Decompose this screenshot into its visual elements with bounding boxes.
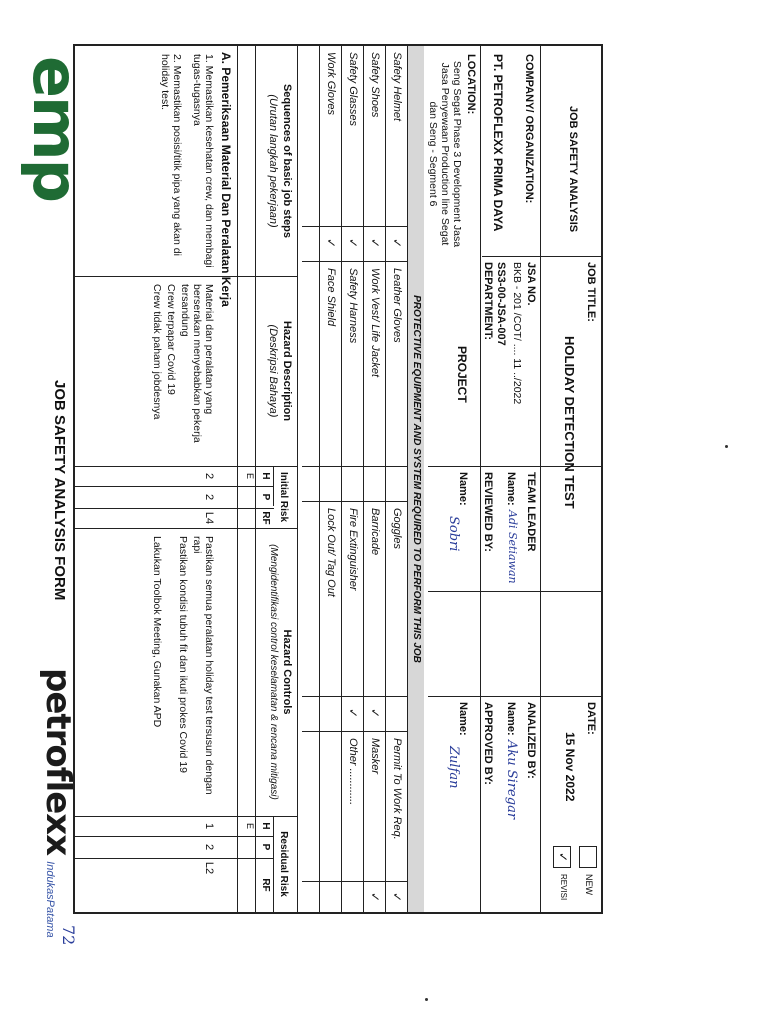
revisi-checkbox[interactable]: ✓	[553, 846, 571, 868]
col-divider	[75, 858, 274, 859]
ppe-check[interactable]: ✓	[346, 238, 360, 249]
residual-e-label: E	[245, 822, 255, 829]
scan-speck	[425, 998, 428, 1001]
residual-h-value: 1	[203, 822, 215, 830]
jsa-no-value: BKB - 201 /COT/ .... 11 ../2022	[511, 262, 523, 405]
form-title: JOB SAFETY ANALYSIS FORM	[51, 380, 68, 601]
row-divider	[319, 46, 320, 912]
revisi-label: REVISI	[559, 874, 568, 901]
initial-h-value: 2	[203, 472, 215, 480]
approved-signature: Zulfan	[446, 746, 461, 789]
controls-subheader: (Mengidentifikasi control keselamatan & rencana mitigasi)	[268, 544, 279, 800]
ppe-check[interactable]: ✓	[368, 892, 382, 903]
col-divider	[428, 591, 601, 592]
steps-subheader: (Urutan langkah pekerjaan)	[267, 94, 279, 228]
company-label: COMPANY/ ORGANIZATION:	[523, 54, 535, 204]
risk-rf-label: RF	[260, 511, 271, 525]
job-step: 2. Memastikan posisi/titik pipa yang akan di holiday test.	[159, 54, 183, 256]
col-divider	[302, 696, 408, 697]
emp-logo: emp	[19, 56, 92, 202]
col-divider	[75, 528, 298, 529]
jsa-label: JOB SAFETY ANALYSIS	[567, 106, 579, 233]
col-divider	[302, 261, 408, 262]
ppe-item: Work Vest/ Life Jacket	[369, 268, 381, 378]
logo-tagline: IndukasPatama	[44, 861, 56, 938]
analized-name-label: Name:	[505, 702, 517, 736]
risk-subheader-line	[273, 816, 274, 912]
col-divider	[302, 881, 408, 882]
team-leader-name: Adi Setiawan	[506, 510, 519, 584]
col-divider	[75, 486, 274, 487]
analized-label: ANALIZED BY:	[525, 702, 537, 779]
col-divider	[428, 696, 601, 697]
row-divider	[480, 46, 481, 912]
new-label: NEW	[584, 874, 594, 895]
department-label: DEPARTMENT:	[482, 262, 494, 341]
col-divider	[482, 256, 601, 257]
team-leader-label: TEAM LEADER	[525, 472, 537, 552]
scan-speck	[725, 445, 728, 448]
ppe-check[interactable]: ✓	[368, 238, 382, 249]
reviewed-label: REVIEWED BY:	[482, 472, 494, 552]
steps-header: Sequences of basic job steps	[281, 83, 293, 239]
initial-rf-value: L4	[203, 511, 215, 525]
row-divider	[297, 46, 298, 912]
ppe-item: Safety Harness	[347, 268, 359, 344]
jsa-form-grid	[73, 44, 603, 914]
hazard-item: Crew terpapar Covid 19	[165, 284, 177, 395]
ppe-item: Masker	[369, 738, 381, 775]
petroflexx-logo	[38, 668, 78, 938]
hazard-item: Material dan peralatan yang berserakan menyebabkan pekerja tersandung	[179, 284, 215, 443]
residual-risk-header: Residual Risk	[278, 831, 289, 897]
analized-name: Aku Siregar	[504, 740, 519, 820]
approved-label: APPROVED BY:	[482, 702, 494, 785]
row-divider	[540, 46, 541, 912]
risk-p-label: P	[260, 493, 271, 501]
ppe-item: Fire Extinguisher	[347, 508, 359, 591]
ppe-item: Safety Shoes	[369, 52, 381, 118]
ppe-item: Permit To Work Req.	[391, 738, 403, 840]
team-leader-name-label: Name:	[505, 472, 517, 506]
initial-risk-header: Initial Risk	[278, 471, 289, 522]
ppe-item: Safety Helmet	[391, 52, 403, 122]
hazard-header: Hazard Description	[281, 320, 293, 422]
job-step: 1. Memastikan kesehatan crew, dan membagi tugas-tugasnya	[191, 54, 215, 268]
col-divider	[302, 501, 408, 502]
jsa-no-label: JSA NO.	[525, 262, 537, 306]
margin-note: 72	[59, 925, 78, 946]
ppe-item: Safety Glasses	[347, 52, 359, 126]
initial-p-value: 2	[203, 493, 215, 501]
location-label: LOCATION:	[465, 54, 477, 115]
ppe-item: Work Gloves	[325, 52, 337, 115]
col-divider	[75, 276, 298, 277]
ppe-item: Goggles	[391, 508, 403, 549]
doc-number: SS3-00-JSA-007	[495, 262, 507, 346]
col-divider	[75, 836, 274, 837]
ppe-check[interactable]: ✓	[324, 238, 338, 249]
residual-rf-value: L2	[203, 861, 215, 875]
hazard-subheader: (Deskripsi Bahaya)	[267, 324, 279, 418]
col-divider	[302, 466, 408, 467]
job-title-label: JOB TITLE:	[585, 262, 597, 322]
row-divider	[341, 46, 342, 912]
ppe-check[interactable]: ✓	[390, 238, 404, 249]
ppe-item: Barricade	[369, 508, 381, 556]
reviewed-name-label: Name:	[457, 472, 469, 506]
col-divider	[302, 226, 408, 227]
ppe-item: Face Shield	[325, 268, 337, 327]
col-divider	[75, 508, 274, 509]
date-value: 15 Nov 2022	[563, 732, 577, 802]
row-divider	[385, 46, 386, 912]
date-label: DATE:	[585, 702, 597, 735]
row-divider	[255, 46, 256, 912]
residual-rf-label: RF	[260, 878, 271, 892]
ppe-item: Leather Gloves	[391, 268, 403, 343]
row-divider	[237, 46, 238, 912]
job-title-value: HOLIDAY DETECTION TEST	[562, 336, 577, 509]
petroflexx-wordmark: petroflexx	[38, 668, 78, 856]
ppe-check[interactable]: ✓	[368, 708, 382, 719]
control-item: Pastikan kondisi tubuh fit dan ikuti prokes Covid 19	[177, 536, 189, 773]
control-item: Pastikan semua peralatan holiday test tersusun dengan rapi	[191, 536, 215, 795]
row-divider	[363, 46, 364, 912]
risk-subheader-line	[273, 466, 274, 506]
location-value: Seng Segat Phase 3 Development Jasa Jasa Penyewaan Production line Segat dan Seng - Segment 6	[427, 60, 463, 248]
new-checkbox[interactable]	[579, 846, 597, 868]
ppe-item: Lock Out/ Tag Out	[325, 508, 337, 597]
ppe-check[interactable]: ✓	[390, 892, 404, 903]
hazard-item: Crew tidak paham jobdesnya	[151, 284, 163, 420]
residual-p-value: 2	[203, 843, 215, 851]
department-value: PROJECT	[455, 346, 469, 403]
risk-h-label: H	[260, 472, 271, 480]
col-divider	[302, 731, 408, 732]
approved-name-label: Name:	[457, 702, 469, 736]
residual-p-label: P	[260, 843, 271, 851]
residual-h-label: H	[260, 822, 271, 830]
control-item: Lakukan Toolbok Meeting, Gunakan APD	[151, 536, 163, 728]
controls-header: Hazard Controls	[281, 629, 293, 715]
reviewed-signature: Sobri	[446, 516, 461, 552]
ppe-check[interactable]: ✓	[346, 708, 360, 719]
risk-e-label: E	[245, 472, 255, 479]
ppe-item: Other ............	[347, 738, 359, 806]
section-title: A. Pemeriksaan Material Dan Peralatan Kerja	[219, 52, 233, 307]
ppe-title: PROTECTIVE EQUIPMENT AND SYSTEM REQUIRED TO PERFORM THIS JOB	[411, 295, 422, 663]
company-value: PT. PETROFLEXX PRIMA DAYA	[491, 54, 505, 232]
